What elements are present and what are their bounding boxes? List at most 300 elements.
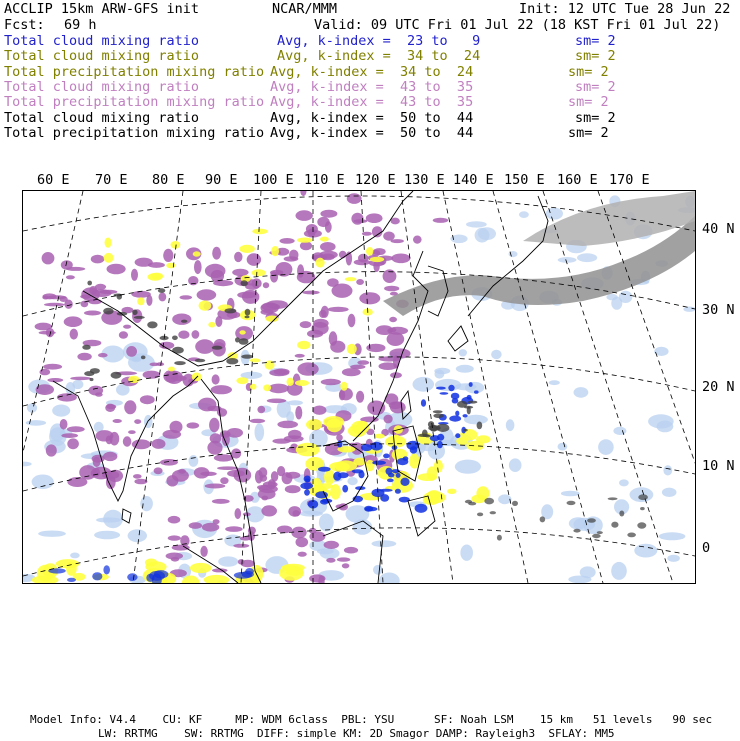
light-cloud-patch [558,443,568,451]
mid-cloud-patch [379,362,398,370]
deep-cloud-patch [172,336,178,341]
precip-patch [374,434,384,439]
mid-cloud-patch [61,433,78,438]
mid-cloud-patch [350,365,365,370]
mid-cloud-patch [92,289,112,297]
deep-cloud-patch [484,498,494,505]
light-cloud-patch [506,419,515,431]
precip-patch [456,437,468,445]
field-name: Total cloud mixing ratio [4,109,200,126]
deep-cloud-patch [573,529,580,533]
mid-cloud-patch [319,310,327,318]
mid-cloud-patch [324,541,339,549]
mid-cloud-patch [70,329,78,340]
light-cloud-patch [611,562,627,580]
mid-cloud-patch [77,353,91,361]
mid-cloud-patch [95,392,103,396]
mid-cloud-patch [298,362,319,375]
mid-cloud-patch [356,279,364,285]
light-cloud-patch [189,455,199,467]
mid-cloud-patch [113,419,122,423]
mid-cloud-patch [351,213,363,225]
precip-patch [306,419,322,430]
mid-cloud-patch [170,421,183,433]
deep-cloud-patch [490,511,496,514]
low-cloud-patch [469,382,473,387]
field-smoothing: sm= 2 [568,63,609,80]
mid-cloud-patch [152,439,166,449]
precip-patch [239,245,255,253]
mid-cloud-patch [342,368,361,376]
mid-cloud-patch [261,303,280,310]
light-cloud-patch [103,510,123,528]
mid-cloud-patch [384,286,399,292]
field-range: Avg, k-index = 34 to 24 [270,63,474,80]
light-cloud-patch [577,253,597,262]
mid-cloud-patch [227,470,245,477]
mid-cloud-patch [66,267,85,271]
light-cloud-patch [319,514,334,532]
mid-cloud-patch [209,418,219,433]
light-cloud-patch [558,257,577,263]
light-cloud-patch [549,380,560,385]
mid-cloud-patch [233,544,249,548]
mid-cloud-patch [342,563,350,568]
light-cloud-patch [413,377,435,392]
deep-cloud-patch [512,501,518,506]
field-name: Total precipitation mixing ratio [4,94,265,111]
field-smoothing: sm= 2 [568,94,609,111]
light-cloud-patch [372,540,397,547]
mid-cloud-patch [309,531,325,542]
mid-cloud-patch [238,559,245,564]
lon-label: 140 E [453,172,494,188]
deep-cloud-patch [147,321,157,328]
mid-cloud-patch [67,438,79,449]
lon-label: 170 E [609,172,650,188]
light-cloud-patch [561,491,580,497]
mid-cloud-patch [163,249,173,262]
light-cloud-patch [519,211,529,218]
deep-cloud-patch [418,434,430,437]
low-cloud-patch [400,478,409,486]
deep-cloud-patch [103,308,113,315]
deep-cloud-patch [468,502,476,506]
mid-cloud-patch [356,391,364,403]
field-range: Avg, k-index = 43 to 35 [270,78,474,95]
mid-cloud-patch [47,378,63,382]
light-cloud-patch [683,307,695,312]
mid-cloud-patch [354,219,368,223]
mid-cloud-patch [300,191,306,196]
mid-cloud-patch [357,360,369,365]
precip-patch [37,565,54,582]
mid-cloud-patch [225,526,242,532]
low-cloud-patch [300,483,313,490]
deep-cloud-patch [226,358,238,364]
mid-cloud-patch [212,499,230,504]
light-cloud-patch [619,479,629,486]
low-cloud-patch [92,572,102,580]
light-cloud-patch [574,387,589,398]
light-cloud-patch [667,555,680,562]
mid-cloud-patch [148,262,165,268]
mid-cloud-patch [119,331,128,338]
precip-patch [366,247,373,256]
lat-label: 30 N [702,302,735,318]
precip-patch [348,425,367,437]
lon-label: 160 E [557,172,598,188]
light-cloud-patch [218,556,238,566]
mid-cloud-patch [413,236,422,244]
light-cloud-patch [26,420,46,426]
precip-patch [370,257,384,262]
precip-patch [357,421,367,426]
deep-cloud-patch [90,378,94,381]
mid-cloud-patch [272,439,290,444]
mid-cloud-patch [210,433,222,443]
deep-cloud-patch [433,410,443,413]
mid-cloud-patch [126,346,137,357]
mid-cloud-patch [35,323,52,331]
deep-cloud-patch [637,522,646,528]
mid-cloud-patch [308,229,316,237]
mid-cloud-patch [433,218,449,223]
deep-cloud-patch [245,309,251,316]
mid-cloud-patch [234,252,242,262]
mid-cloud-patch [212,247,221,260]
deep-cloud-patch [587,518,596,523]
light-cloud-patch [663,465,672,475]
field-smoothing: sm= 2 [568,124,609,141]
low-cloud-patch [370,442,382,451]
mid-cloud-patch [359,292,380,304]
lon-line-140 [493,191,603,583]
precip-patch [316,258,325,268]
mid-cloud-patch [93,457,101,467]
mid-cloud-patch [39,369,50,376]
deep-cloud-patch [132,310,137,316]
precip-patch [145,559,157,567]
precip-patch [199,301,212,311]
light-cloud-patch [613,427,626,435]
lon-label: 60 E [37,172,70,188]
mid-cloud-patch [325,221,332,232]
mid-cloud-patch [312,322,329,335]
mid-cloud-patch [389,317,397,322]
map-canvas [23,191,695,583]
mid-cloud-patch [296,537,309,547]
deep-cloud-patch [597,531,603,534]
mid-cloud-patch [232,269,248,276]
deep-cloud-patch [111,372,122,379]
low-cloud-patch [358,471,364,479]
mid-cloud-patch [46,444,57,456]
field-name: Total cloud mixing ratio [4,48,200,65]
mid-cloud-patch [302,291,319,295]
mid-cloud-patch [133,474,142,479]
light-cloud-patch [662,488,677,497]
japan-kyushu [448,326,468,351]
deep-cloud-patch [592,534,601,538]
low-cloud-patch [380,494,389,502]
low-cloud-patch [342,485,348,493]
precip-patch [340,382,347,391]
low-cloud-patch [364,506,373,512]
deep-cloud-patch [225,308,237,313]
deep-cloud-patch [134,316,145,319]
deep-cloud-patch [158,288,165,293]
deep-cloud-patch [212,346,223,350]
mid-cloud-patch [248,527,256,535]
low-cloud-patch [451,393,460,400]
deep-cloud-patch [627,533,636,538]
init-time: Init: 12 UTC Tue 28 Jun 22 [519,1,731,17]
model-info-line1: Model Info: V4.4 CU: KF MP: WDM 6class PBL: YSU SF: Noah LSM 15 km 51 levels 90 sec [30,713,713,726]
mid-cloud-patch [95,284,106,290]
mid-cloud-patch [358,254,368,263]
precip-patch [296,443,320,457]
light-cloud-patch [140,496,153,511]
precip-patch [417,473,437,481]
light-cloud-patch [23,462,32,467]
mid-cloud-patch [168,516,181,524]
precip-patch [236,377,248,384]
mid-cloud-patch [60,419,68,430]
fcst-value: 69 h [64,17,97,33]
light-cloud-patch [27,403,37,412]
mid-cloud-patch [383,232,395,241]
lat-label: 40 N [702,221,735,237]
mid-cloud-patch [166,371,183,384]
mid-cloud-patch [292,510,300,516]
low-cloud-patch [430,435,440,441]
deep-cloud-patch [540,516,546,522]
mid-cloud-patch [171,557,179,562]
precip-patch [447,489,456,494]
precip-patch [285,569,303,576]
deep-cloud-patch [608,497,618,500]
low-cloud-patch [234,572,252,579]
low-cloud-patch [421,399,426,406]
mid-cloud-patch [57,393,77,401]
mid-cloud-patch [140,395,155,404]
low-cloud-patch [304,489,310,495]
light-cloud-patch [456,365,474,373]
deep-cloud-patch [638,494,648,500]
mid-cloud-patch [215,316,222,327]
precip-patch [266,316,279,322]
mid-cloud-patch [168,535,181,540]
mid-cloud-patch [291,527,306,539]
field-name: Total precipitation mixing ratio [4,124,265,141]
mid-cloud-patch [211,385,232,394]
mid-cloud-patch [330,341,345,353]
deep-cloud-patch [141,356,146,360]
precip-patch [105,238,112,248]
mid-cloud-patch [134,479,147,485]
mid-cloud-patch [172,314,191,325]
low-cloud-patch [338,472,349,478]
low-cloud-patch [397,458,408,465]
mid-cloud-patch [337,557,350,561]
precip-patch [347,344,357,354]
mid-cloud-patch [336,434,343,441]
precip-patch [297,341,310,350]
light-cloud-patch [546,208,563,220]
deep-cloud-patch [181,320,187,323]
light-cloud-patch [70,553,80,559]
mid-cloud-patch [300,321,312,328]
light-cloud-patch [128,529,147,542]
mid-cloud-patch [192,330,200,339]
precip-patch [239,330,245,334]
precip-patch [104,253,114,263]
mid-cloud-patch [187,422,200,428]
deep-cloud-patch [464,406,473,409]
mid-cloud-patch [200,546,207,557]
precip-patch [297,238,313,243]
mid-cloud-patch [312,406,326,415]
low-cloud-patch [372,461,386,465]
field-range: Avg, k-index = 23 to 9 [277,33,481,49]
low-cloud-patch [474,390,479,393]
light-cloud-patch [598,439,614,455]
precip-patch [204,575,230,583]
mid-cloud-patch [339,251,347,259]
mid-cloud-patch [43,364,62,370]
light-cloud-patch [491,350,502,359]
mid-cloud-patch [250,419,265,423]
low-cloud-patch [149,571,165,581]
field-name: Total cloud mixing ratio [4,33,200,49]
mid-cloud-patch [131,291,151,298]
low-cloud-patch [388,473,394,478]
mid-cloud-patch [298,552,307,557]
mid-cloud-patch [134,419,141,424]
field-range: Avg, k-index = 50 to 44 [270,124,474,141]
deep-cloud-patch [87,281,92,286]
mid-cloud-patch [235,508,242,519]
mid-cloud-patch [178,331,189,339]
low-cloud-patch [440,392,449,395]
mid-cloud-patch [389,402,403,410]
mid-cloud-patch [43,293,57,299]
low-cloud-patch [396,473,401,478]
low-cloud-patch [415,504,428,513]
low-cloud-patch [127,573,137,581]
mid-cloud-patch [348,314,356,327]
mid-cloud-patch [198,398,216,412]
lon-line-80 [133,191,183,583]
mid-cloud-patch [263,282,269,288]
mid-cloud-patch [295,354,305,358]
lon-label: 70 E [95,172,128,188]
light-cloud-patch [379,573,400,584]
low-cloud-patch [387,479,394,483]
precip-patch [190,563,212,573]
deep-cloud-patch [428,425,440,431]
mid-cloud-patch [267,399,286,404]
light-cloud-patch [459,349,467,356]
mid-cloud-patch [107,264,126,275]
deep-cloud-patch [245,316,250,319]
mid-cloud-patch [128,430,136,434]
mid-cloud-patch [124,400,136,414]
mid-cloud-patch [242,290,259,304]
mid-cloud-patch [320,242,336,251]
field-range: Avg, k-index = 34 to 24 [277,48,481,65]
precip-patch [320,237,329,242]
precip-patch [471,494,486,503]
deep-cloud-patch [619,511,624,517]
low-cloud-patch [304,476,311,483]
light-cloud-patch [659,532,686,540]
mid-cloud-patch [143,371,161,379]
mid-cloud-patch [384,415,393,424]
mid-cloud-patch [220,430,231,437]
light-cloud-patch [580,566,596,578]
precip-patch [263,384,271,391]
field-smoothing: sm= 2 [575,48,616,65]
mid-cloud-patch [194,467,210,478]
lon-label: 150 E [504,172,545,188]
low-cloud-patch [436,387,446,390]
map-panel [22,190,696,584]
mid-cloud-patch [156,362,164,366]
lat-label: 20 N [702,379,735,395]
deep-cloud-patch [84,371,94,376]
low-cloud-patch [383,454,390,459]
deep-cloud-patch [477,513,483,517]
mid-cloud-patch [214,454,234,461]
light-cloud-patch [478,227,496,240]
mid-cloud-patch [296,210,313,221]
deep-cloud-patch [235,337,240,342]
deep-cloud-patch [477,422,483,430]
light-cloud-patch [611,297,622,310]
fcst-label: Fcst: [4,17,45,33]
lat-label: 10 N [702,458,735,474]
light-cloud-patch [300,511,323,517]
mid-cloud-patch [84,311,101,316]
light-cloud-shading [23,195,695,583]
mid-cloud-patch [103,452,117,461]
mid-cloud-patch [277,421,298,429]
mid-cloud-patch [160,459,178,466]
light-cloud-patch [347,477,357,485]
deep-cloud-patch [174,361,186,365]
low-cloud-patch [448,385,454,391]
precip-patch [295,380,309,386]
mid-cloud-patch [277,466,285,476]
precip-patch [345,277,357,281]
light-cloud-patch [317,548,334,554]
mid-cloud-patch [189,522,202,529]
field-name: Total cloud mixing ratio [4,78,200,95]
precip-patch [137,297,144,305]
light-cloud-patch [648,414,674,428]
mid-cloud-patch [67,426,85,432]
mid-cloud-patch [131,269,138,281]
mid-cloud-patch [268,384,289,394]
lon-label: 80 E [152,172,185,188]
deep-cloud-patch [241,280,248,286]
mid-cloud-patch [64,316,83,327]
light-cloud-patch [255,423,265,441]
lon-label: 130 E [404,172,445,188]
org-label: NCAR/MMM [272,1,338,17]
